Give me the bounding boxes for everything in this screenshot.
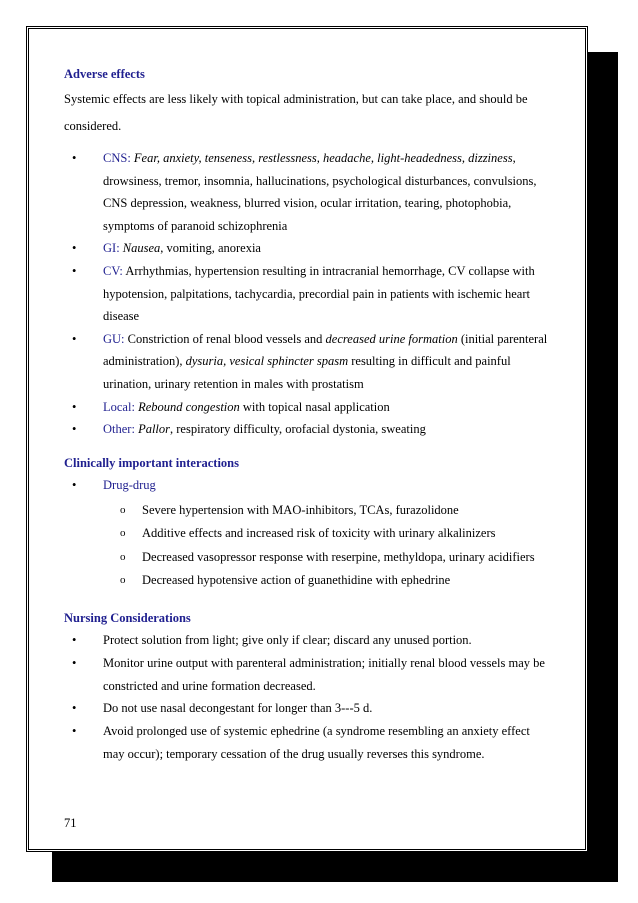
sub-list-item: o Decreased hypotensive action of guanethidine with ephedrine	[64, 569, 554, 593]
local-label: Local:	[103, 399, 135, 414]
interactions-heading: Clinically important interactions	[64, 456, 239, 470]
page-shadow-bottom	[52, 852, 618, 882]
list-item: • Avoid prolonged use of systemic ephedrine (a syndrome resembling an anxiety effect may occur); temporary cessation of the drug usually reverses this syndrome.	[64, 720, 554, 766]
page-number: 71	[64, 816, 77, 830]
adverse-effects-heading: Adverse effects	[64, 67, 145, 81]
cns-text: , drowsiness, tremor, insomnia, hallucinations, psychological disturbances, convulsions, CNS depression, weakness, blurred vision, ocular irritation, tearing, photophobia, symptoms of paranoid schizophrenia	[103, 151, 537, 233]
cv-label: CV:	[103, 263, 123, 278]
drug-drug-label: Drug-drug	[103, 478, 156, 492]
list-item-gu	[64, 328, 554, 396]
list-item-local	[64, 396, 554, 419]
other-label: Other:	[103, 422, 135, 437]
page-shadow-right	[588, 52, 618, 852]
adverse-effects-list	[64, 147, 554, 441]
list-item: • Monitor urine output with parenteral administration; initially renal blood vessels may be constricted and urine formation decreased.	[64, 652, 554, 698]
list-item: • Do not use nasal decongestant for longer than 3---5 d.	[64, 697, 554, 720]
gu-text-pre: Constriction of renal blood vessels and	[127, 331, 326, 346]
gu-text-post: resulting in difficult and painful urination, urinary retention in males with prostatism	[103, 354, 511, 391]
interactions-list	[64, 474, 554, 593]
list-item-other	[64, 418, 554, 441]
gi-label: GI:	[103, 241, 120, 256]
gi-text: , vomiting, anorexia	[160, 241, 261, 256]
other-text: , respiratory difficulty, orofacial dystonia, sweating	[170, 422, 426, 437]
list-item-gi	[64, 237, 554, 260]
gi-emphasis: Nausea	[122, 241, 161, 256]
list-item: • Protect solution from light; give only if clear; discard any unused portion.	[64, 629, 554, 652]
list-item-cv	[64, 260, 554, 328]
list-item-drug-drug	[64, 474, 554, 593]
local-emphasis: Rebound congestion	[138, 399, 240, 414]
list-item-cns	[64, 147, 554, 237]
gu-emphasis-2: dysuria, vesical sphincter spasm	[185, 354, 349, 369]
other-emphasis: Pallor	[138, 422, 171, 437]
gu-text-mid: (initial parenteral administration),	[103, 331, 548, 369]
nursing-heading: Nursing Considerations	[64, 611, 191, 625]
drug-drug-sublist	[64, 499, 554, 593]
adverse-effects-intro: Systemic effects are less likely with topical administration, but can take place, and should be considered.	[64, 92, 528, 133]
cv-text: Arrhythmias, hypertension resulting in intracranial hemorrhage, CV collapse with hypotension, palpitations, tachycardia, precordial pain in patients with ischemic heart disease	[103, 263, 535, 324]
nursing-list	[64, 629, 554, 766]
gu-label: GU:	[103, 331, 125, 346]
sub-list-item: o Severe hypertension with MAO-inhibitors, TCAs, furazolidone	[64, 499, 554, 523]
cns-emphasis: Fear, anxiety, tenseness, restlessness, headache, light-headedness, dizziness	[133, 151, 513, 165]
cns-label: CNS:	[103, 151, 131, 165]
gu-emphasis-1: decreased urine formation	[325, 331, 458, 346]
sub-list-item: o Decreased vasopressor response with reserpine, methyldopa, urinary acidifiers	[64, 546, 554, 570]
local-text: with topical nasal application	[239, 399, 390, 414]
sub-list-item: o Additive effects and increased risk of toxicity with urinary alkalinizers	[64, 522, 554, 546]
